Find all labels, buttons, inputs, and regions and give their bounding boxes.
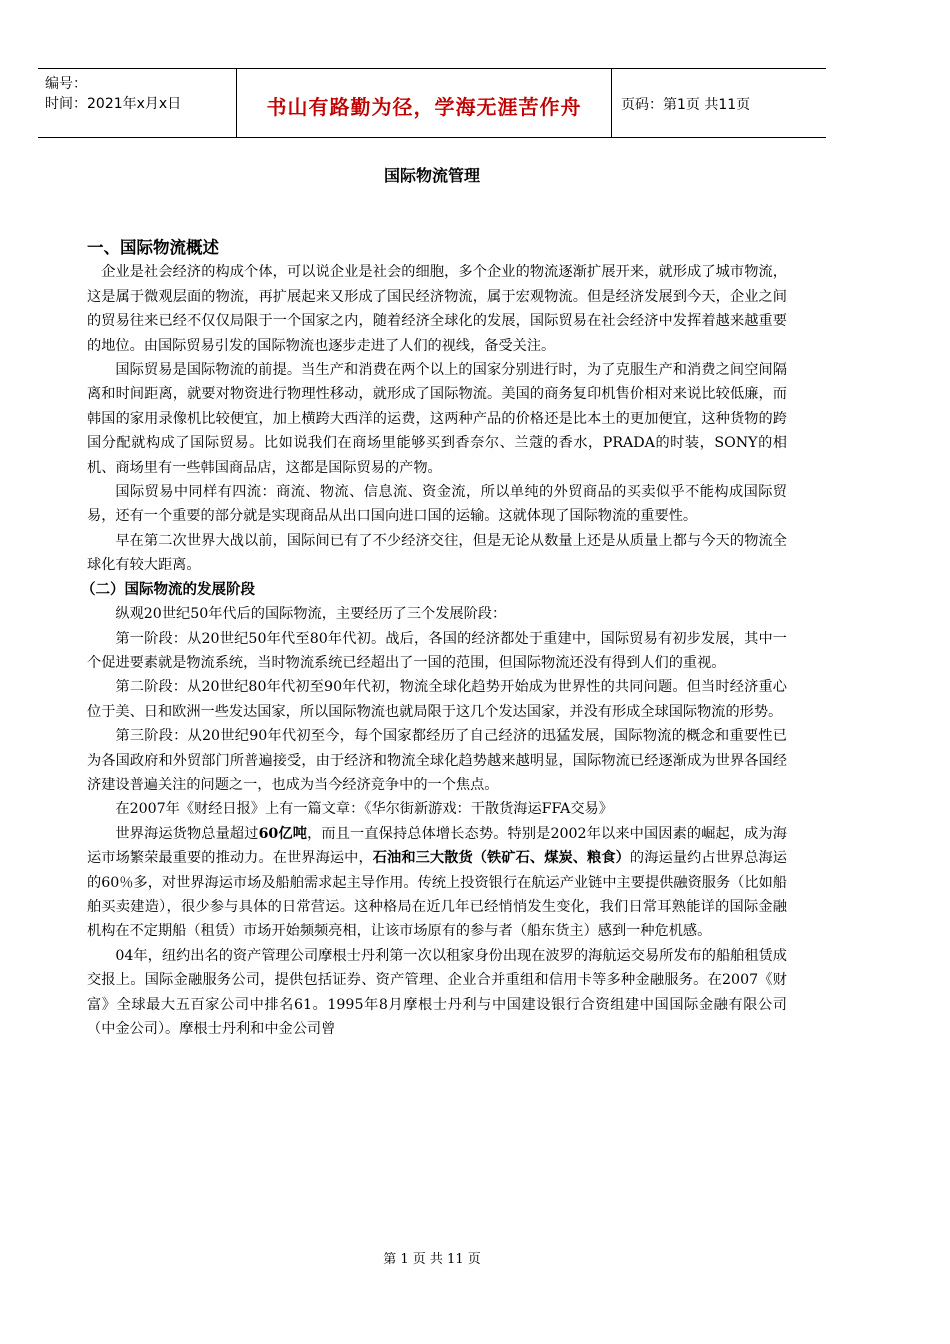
bold-run: 石油和三大散货（铁矿石、煤炭、粮食） [372, 850, 630, 867]
paragraph: 第三阶段：从20世纪90年代初至今，每个国家都经历了自己经济的迅猛发展，国际物流的概念和重要性已为各国政府和外贸部门所普遍接受，由于经济和物流全球化趋势越来越明显，国际物流已经逐渐成为世界各国经济建设普遍关注的问题之一，也成为当今经济竞争中的一个焦点。 [87, 728, 787, 793]
motto: 书山有路勤为径，学海无涯苦作舟 [266, 95, 582, 119]
paragraph: 国际贸易中同样有四流：商流、物流、信息流、资金流，所以单纯的外贸商品的买卖似乎不能构成国际贸易，还有一个重要的部分就是实现商品从出口国向进口国的运输。这就体现了国际物流的重要性。 [87, 484, 787, 525]
paragraph: 纵观20世纪50年代后的国际物流，主要经历了三个发展阶段： [115, 606, 507, 623]
document-date: 时间：2021年x月x日 [45, 96, 182, 112]
text-run: 世界海运货物总量超过 [115, 825, 259, 842]
paragraph: 第一阶段：从20世纪50年代至80年代初。战后，各国的经济都处于重建中，国际贸易有初步发展，其中一个促进要素就是物流系统，当时物流系统已经超出了一国的范围，但国际物流还没有得到人们的重视。 [87, 630, 787, 671]
bold-run: 60亿吨 [258, 825, 308, 842]
document-body [81, 236, 787, 1041]
page-info: 页码：第1页 共11页 [621, 97, 751, 113]
paragraph: 企业是社会经济的构成个体，可以说企业是社会的细胞，多个企业的物流逐渐扩展开来，就形成了城市物流，这是属于微观层面的物流，再扩展起来又形成了国民经济物流，属于宏观物流。但是经济发展到今天，企业之间的贸易往来已经不仅仅局限于一个国家之内，随着经济全球化的发展，国际贸易在社会经济中发挥着越来越重要的地位。由国际贸易引发的国际物流也逐步走进了人们的视线，备受关注。 [87, 264, 787, 354]
paragraph-shipping [87, 822, 787, 944]
paragraph: 在2007年《财经日报》上有一篇文章：《华尔街新游戏：干散货海运FFA交易》 [115, 801, 613, 818]
header-page-cell [611, 69, 826, 137]
paragraph: 早在第二次世界大战以前，国际间已有了不少经济交往，但是无论从数量上还是从质量上都与今天的物流全球化有较大距离。 [87, 532, 787, 574]
text-run: ，而且一直保持总体增长态势。特别是2002年以来中国因素的崛起，成为海运市场繁荣最重要的推动力。在世界海运中， [87, 825, 787, 867]
header-meta [38, 69, 236, 137]
section-heading-2: （二）国际物流的发展阶段 [81, 581, 255, 598]
document-number: 编号： [45, 76, 87, 92]
header-motto-cell [236, 69, 612, 137]
paragraph: 04年，纽约出名的资产管理公司摩根士丹利第一次以租家身份出现在波罗的海航运交易所发布的船舶租赁成交报上。国际金融服务公司，提供包括证券、资产管理、企业合并重组和信用卡等多种金融服务。在2007《财富》全球最大五百家公司中排名61。1995年8月摩根士丹利与中国建设银行合资组建中国国际金融有限公司（中金公司）。摩根士丹利和中金公司曾 [87, 947, 787, 1037]
text-run: 的海运量约占世界总海运的60％多，对世界海运市场及船舶需求起主导作用。传统上投资银行在航运产业链中主要提供融资服务（比如船舶买卖建造），很少参与具体的日常营运。这种格局在近几年已经悄悄发生变化，我们日常耳熟能详的国际金融机构在不定期船（租赁）市场开始频频亮相，让该市场原有的参与者（船东货主）感到一种危机感。 [87, 850, 787, 940]
page-footer: 第 1 页 共 11 页 [383, 1252, 481, 1267]
page-header [38, 68, 826, 138]
paragraph: 第二阶段：从20世纪80年代初至90年代初，物流全球化趋势开始成为世界性的共同问题。但当时经济重心位于美、日和欧洲一些发达国家，所以国际物流也就局限于这几个发达国家，并没有形成全球国际物流的形势。 [87, 679, 787, 720]
document-title: 国际物流管理 [383, 166, 480, 185]
section-heading-1: 一、国际物流概述 [87, 238, 219, 257]
paragraph: 国际贸易是国际物流的前提。当生产和消费在两个以上的国家分别进行时，为了克服生产和消费之间空间隔离和时间距离，就要对物资进行物理性移动，就形成了国际物流。美国的商务复印机售价相对来说比较低廉，而韩国的家用录像机比较便宜，加上横跨大西洋的运费，这两种产品的价格还是比本土的更加便宜，这种货物的跨国分配就构成了国际贸易。比如说我们在商场里能够买到香奈尔、兰蔻的香水，PRADA的时装，SONY的相机、商场里有一些韩国商品店，这都是国际贸易的产物。 [87, 362, 787, 476]
